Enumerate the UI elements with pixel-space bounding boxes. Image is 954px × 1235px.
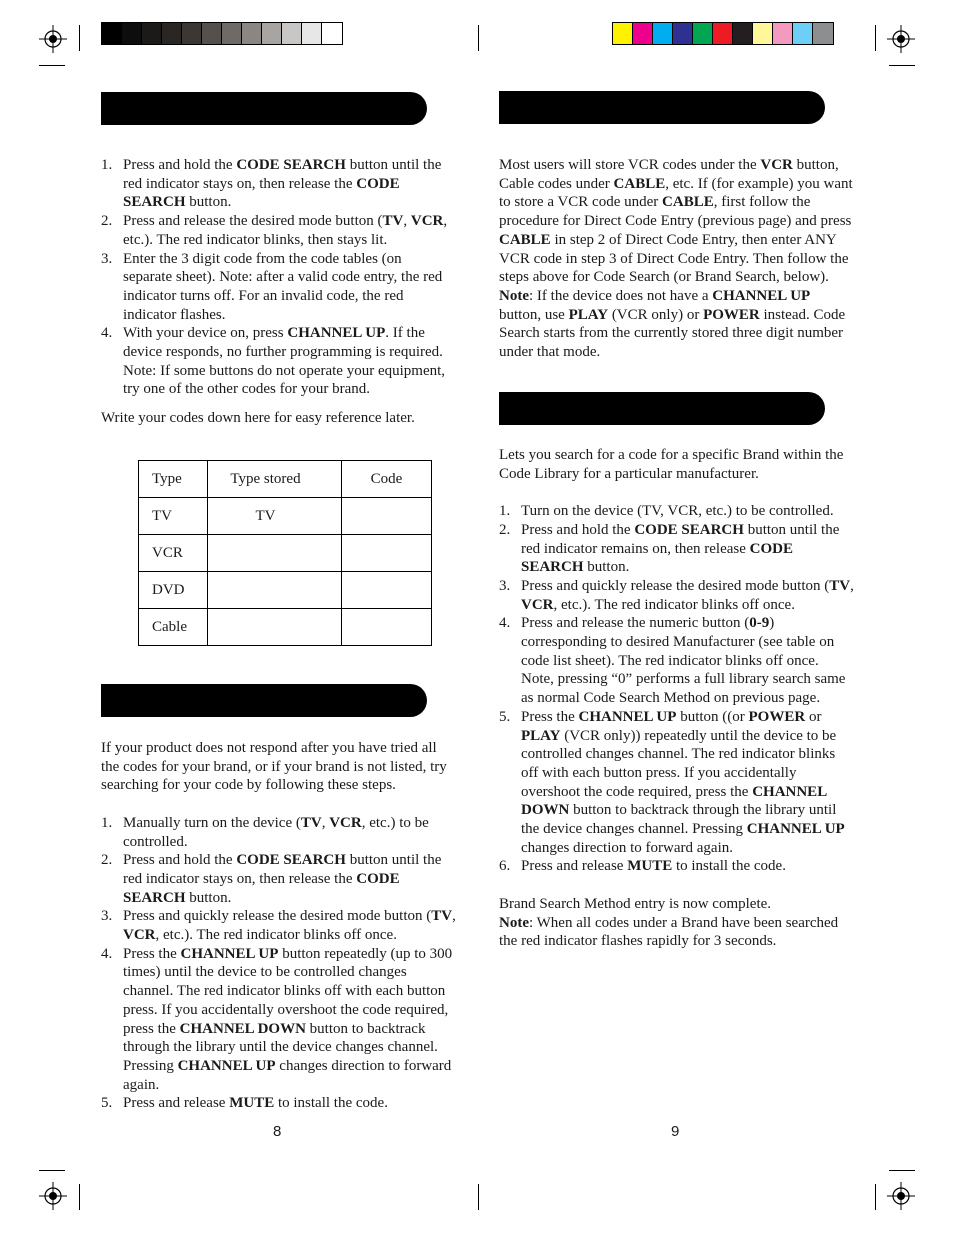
crop-line bbox=[889, 65, 915, 66]
color-swatch bbox=[102, 23, 122, 44]
table-row bbox=[139, 535, 432, 572]
list-item-text: Enter the 3 digit code from the code tables (on separate sheet). Note: after a valid code entry, the red indicator turns off. For an invalid code, the red indicator flashes. bbox=[123, 250, 443, 323]
list-item bbox=[101, 156, 453, 212]
direct-code-list bbox=[101, 156, 453, 399]
color-swatch bbox=[773, 23, 793, 44]
direct-code-entry-steps bbox=[101, 156, 453, 428]
list-item-text: Press and release the numeric button (0-9) corresponding to desired Manufacturer (see table on code list sheet). The red indicator blinks off once. Note, pressing “0” performs a full library search same as normal Code Search Method on previous page. bbox=[521, 615, 846, 707]
registration-mark-icon bbox=[39, 1182, 67, 1210]
list-item-text: Press the CHANNEL UP button repeatedly (up to 300 times) until the device to be controlled changes channel. The red indicator blinks off with each button press. If you accidentally overshoot the code required, press the CHANNEL DOWN button to backtrack through the library until the device changes channel. Pressing CHANNEL UP changes direction to forward again. bbox=[123, 945, 453, 1093]
list-item bbox=[101, 907, 456, 944]
list-item-text: Press and release MUTE to install the code. bbox=[123, 1095, 388, 1112]
color-swatch bbox=[222, 23, 242, 44]
color-swatch bbox=[162, 23, 182, 44]
list-item bbox=[499, 857, 854, 876]
color-swatch bbox=[633, 23, 653, 44]
crop-line bbox=[39, 65, 65, 66]
color-swatch bbox=[242, 23, 262, 44]
list-item-text: Press the CHANNEL UP button ((or POWER or PLAY (VCR only)) repeatedly until the device to be controlled changes channel. The red indicator blinks off with each button press. If you accidentally overshoot the code required, press the CHANNEL DOWN button to backtrack through the library until the device changes channel. Pressing CHANNEL UP changes direction to forward again. bbox=[521, 708, 845, 856]
list-item-text: Manually turn on the device (TV, VCR, etc.) to be controlled. bbox=[123, 814, 429, 850]
crop-line bbox=[39, 1170, 65, 1171]
color-swatch bbox=[122, 23, 142, 44]
list-item bbox=[101, 851, 456, 907]
brand-search-complete: Brand Search Method entry is now complete. bbox=[499, 895, 772, 912]
list-item-number: 4. bbox=[101, 945, 113, 962]
list-item bbox=[101, 1094, 456, 1113]
list-item bbox=[499, 708, 854, 858]
list-item-number: 1. bbox=[101, 157, 113, 173]
color-swatch bbox=[182, 23, 202, 44]
table-cell-stored bbox=[208, 572, 342, 609]
table-header-type-stored: Type stored bbox=[208, 461, 342, 498]
color-swatch bbox=[322, 23, 342, 44]
list-item bbox=[101, 250, 453, 325]
crop-line bbox=[478, 25, 479, 51]
table-cell-type: TV bbox=[139, 498, 208, 535]
crop-line bbox=[889, 1170, 915, 1171]
list-item bbox=[499, 577, 854, 614]
code-search-list bbox=[101, 814, 456, 1113]
table-cell-code bbox=[342, 535, 432, 572]
list-item-text: Press and release MUTE to install the code. bbox=[521, 858, 786, 875]
table-header-type: Type bbox=[139, 461, 208, 498]
code-search-intro: If your product does not respond after you have tried all the codes for your brand, or if your brand is not listed, try searching for your code by following these steps. bbox=[101, 740, 447, 794]
grayscale-calibration-bar bbox=[101, 22, 343, 45]
table-cell-code bbox=[342, 609, 432, 646]
table-cell-stored: TV bbox=[208, 498, 342, 535]
list-item-text: Press and hold the CODE SEARCH button until the red indicator remains on, then release CODE SEARCH button. bbox=[521, 521, 840, 576]
color-swatch bbox=[262, 23, 282, 44]
table-cell-code bbox=[342, 572, 432, 609]
list-item-text: Press and quickly release the desired mode button (TV, VCR, etc.). The red indicator blinks off once. bbox=[521, 577, 854, 613]
list-item-number: 5. bbox=[499, 708, 511, 725]
list-item bbox=[101, 212, 453, 249]
page-number-right: 9 bbox=[671, 1123, 680, 1140]
list-item bbox=[499, 521, 854, 577]
list-item-text: Press and release the desired mode button (TV, VCR, etc.). The red indicator blinks, then stays lit. bbox=[123, 213, 448, 248]
crop-line bbox=[478, 1184, 479, 1210]
list-item-text: Turn on the device (TV, VCR, etc.) to be controlled. bbox=[521, 503, 834, 520]
list-item-text: Press and hold the CODE SEARCH button until the red indicator stays on, then release the CODE SEARCH button. bbox=[123, 852, 442, 906]
list-item bbox=[101, 324, 453, 399]
crop-line bbox=[79, 25, 80, 51]
code-search-section bbox=[101, 739, 456, 1113]
color-swatch bbox=[202, 23, 222, 44]
table-cell-type: VCR bbox=[139, 535, 208, 572]
registration-mark-icon bbox=[39, 25, 67, 53]
color-swatch bbox=[282, 23, 302, 44]
color-swatch bbox=[142, 23, 162, 44]
list-item-number: 3. bbox=[101, 908, 113, 925]
table-row bbox=[139, 572, 432, 609]
crop-line bbox=[79, 1184, 80, 1210]
list-item-text: Press and quickly release the desired mode button (TV, VCR, etc.). The red indicator blinks off once. bbox=[123, 908, 456, 944]
list-item-number: 5. bbox=[101, 1095, 113, 1112]
color-swatch bbox=[753, 23, 773, 44]
color-swatch bbox=[813, 23, 833, 44]
list-item-number: 4. bbox=[101, 325, 113, 342]
table-cell-stored bbox=[208, 609, 342, 646]
list-item-number: 1. bbox=[499, 503, 511, 520]
list-item-number: 6. bbox=[499, 858, 511, 875]
page-number-left: 8 bbox=[273, 1123, 282, 1140]
color-swatch bbox=[613, 23, 633, 44]
list-item-text: Press and hold the CODE SEARCH button until the red indicator stays on, then release the CODE SEARCH button. bbox=[123, 157, 442, 211]
section-header-bar bbox=[499, 392, 825, 425]
brand-search-section bbox=[499, 446, 854, 951]
color-swatch bbox=[713, 23, 733, 44]
list-item-number: 2. bbox=[101, 852, 113, 869]
section-header-bar bbox=[101, 92, 427, 125]
storing-codes-section bbox=[499, 156, 854, 362]
crop-line bbox=[875, 25, 876, 51]
color-swatch bbox=[793, 23, 813, 44]
list-item-number: 1. bbox=[101, 814, 113, 831]
brand-search-list bbox=[499, 502, 854, 876]
table-cell-stored bbox=[208, 535, 342, 572]
section-header-bar bbox=[499, 91, 825, 124]
color-swatch bbox=[733, 23, 753, 44]
storing-codes-intro: Most users will store VCR codes under the VCR button, Cable codes under CABLE, etc. If (for example) you want to store a VCR code under CABLE, first follow the procedure for Direct Code Entry (previous page) and press CABLE in step 2 of Direct Code Entry, then enter ANY VCR code in step 3 of Direct Code Entry. Then follow the steps above for Code Search (or Brand Search, below). Note: If the device does not have a CHANNEL UP button, use PLAY (VCR only) or POWER instead. Code Search starts from the currently stored three digit number under that mode. bbox=[499, 157, 853, 361]
color-calibration-bar bbox=[612, 22, 834, 45]
registration-mark-icon bbox=[887, 1182, 915, 1210]
table-row bbox=[139, 498, 432, 535]
list-item bbox=[499, 614, 854, 708]
write-codes-text: Write your codes down here for easy reference later. bbox=[101, 410, 415, 427]
color-swatch bbox=[653, 23, 673, 44]
color-swatch bbox=[693, 23, 713, 44]
table-header-code: Code bbox=[342, 461, 432, 498]
color-swatch bbox=[302, 23, 322, 44]
section-header-bar bbox=[101, 684, 427, 717]
list-item-number: 2. bbox=[101, 213, 113, 230]
list-item-number: 4. bbox=[499, 615, 511, 632]
table-cell-type: Cable bbox=[139, 609, 208, 646]
list-item-number: 3. bbox=[499, 577, 511, 594]
list-item-number: 3. bbox=[101, 250, 113, 267]
list-item bbox=[101, 814, 456, 851]
list-item bbox=[101, 945, 456, 1095]
registration-mark-icon bbox=[887, 25, 915, 53]
code-reference-table bbox=[138, 460, 432, 646]
list-item-number: 2. bbox=[499, 521, 511, 538]
color-swatch bbox=[673, 23, 693, 44]
crop-line bbox=[875, 1184, 876, 1210]
brand-search-note: Note: When all codes under a Brand have been searched the red indicator flashes rapidly for 3 seconds. bbox=[499, 914, 839, 950]
table-cell-code bbox=[342, 498, 432, 535]
table-row bbox=[139, 609, 432, 646]
brand-search-intro: Lets you search for a code for a specific Brand within the Code Library for a particular manufacturer. bbox=[499, 447, 844, 482]
list-item-text: With your device on, press CHANNEL UP. If the device responds, no further programming is required. Note: If some buttons do not operate your equipment, try one of the other codes for your brand. bbox=[123, 325, 446, 398]
list-item bbox=[499, 502, 854, 521]
table-header-row bbox=[139, 461, 432, 498]
table-cell-type: DVD bbox=[139, 572, 208, 609]
